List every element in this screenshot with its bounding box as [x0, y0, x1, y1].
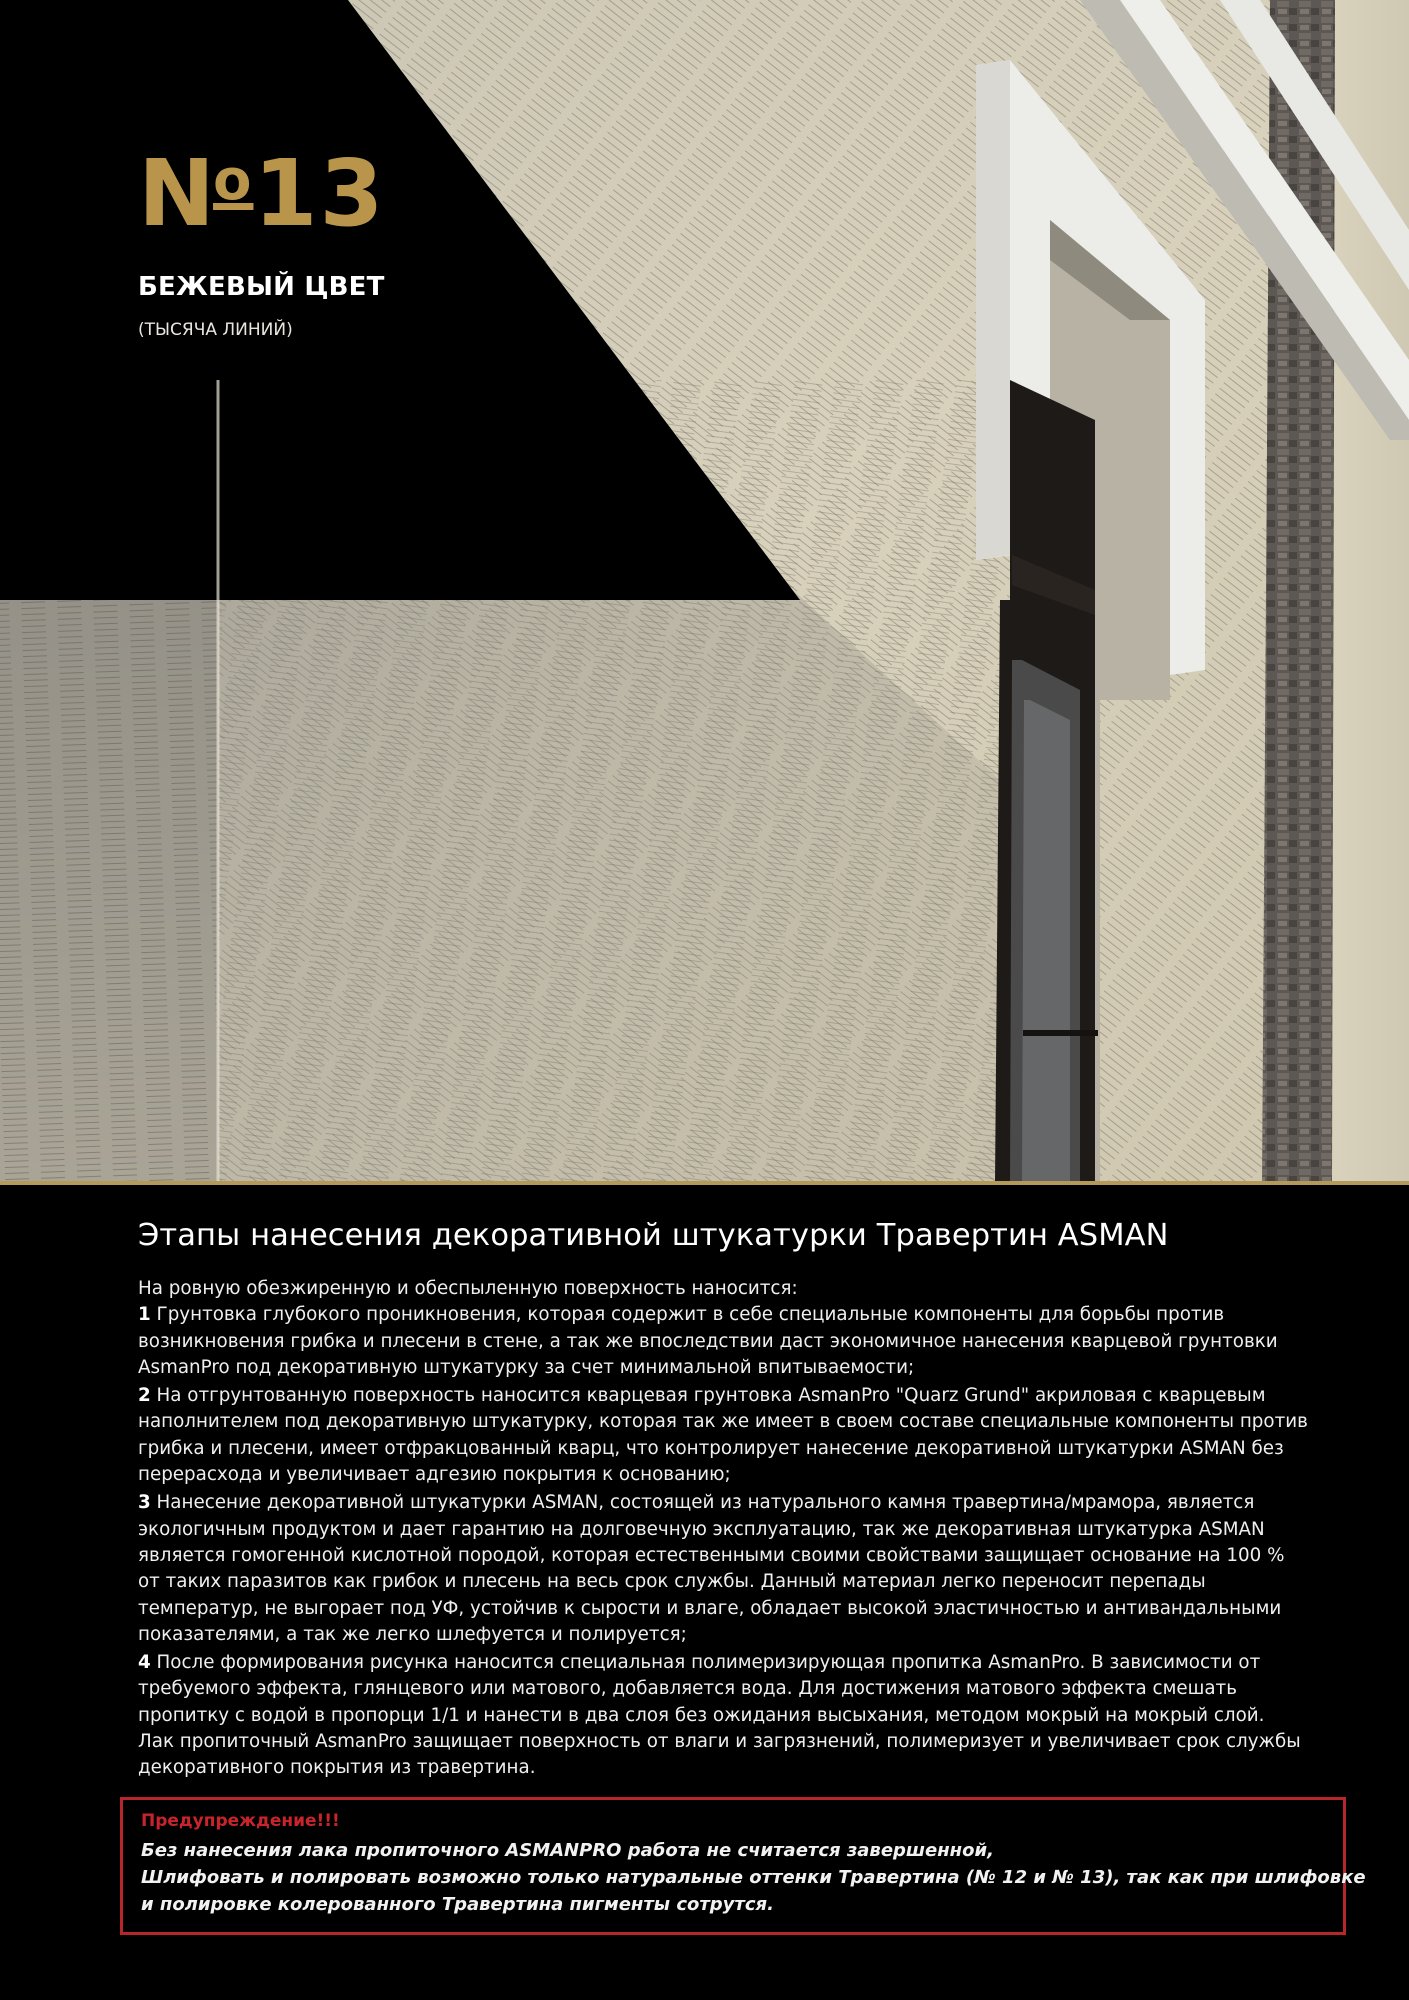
step-text: Грунтовка глубокого проникновения, которая содержит в себе специальные компоненты для борьбы против	[156, 1304, 1225, 1326]
step-number: 1	[138, 1304, 151, 1326]
step-text: перерасхода и увеличивает адгезию покрытия к основанию;	[138, 1464, 731, 1486]
application-steps-section	[0, 1185, 1409, 2000]
step-text: AsmanPro под декоративную штукатурку за счет минимальной впитываемости;	[138, 1356, 915, 1378]
step-text: Лак пропиточный AsmanPro защищает поверхность от влаги и загрязнений, полимеризует и увеличивает срок службы	[138, 1731, 1301, 1753]
warning-line: и полировке колерованного Травертина пигменты сотрутся.	[141, 1894, 774, 1915]
step-text: пропитку с водой в пропорци 1/1 и нанести в два слоя без ожидания высыхания, методом мокрый на мокрый слой.	[138, 1704, 1265, 1726]
door-surround-side	[976, 60, 1010, 560]
step-number: 2	[138, 1385, 151, 1407]
door-handle	[1023, 1030, 1098, 1036]
step-text: декоративного покрытия из травертина.	[138, 1757, 536, 1779]
step-1	[138, 1302, 1368, 1381]
step-text: является гомогенной кислотной породой, которая естественными своими свойствами защищает основание на 100 %	[138, 1544, 1285, 1566]
number-value: 13	[253, 140, 386, 247]
step-text: возникновения грибка и плесени в стене, а так же впоследствии даст экономичное нанесения кварцевой грунтовки	[138, 1330, 1278, 1352]
step-text: от таких паразитов как грибок и плесень на весь срок службы. Данный материал легко переносит перепады	[138, 1571, 1206, 1593]
step-2	[138, 1383, 1368, 1488]
step-3	[138, 1490, 1368, 1648]
step-text: экологичным продуктом и дает гарантию на долговечную эксплуатацию, так же декоративная штукатурка ASMAN	[138, 1518, 1265, 1540]
texture-name: (ТЫСЯЧА ЛИНИЙ)	[138, 320, 293, 340]
color-number	[138, 140, 386, 247]
warning-title: Предупреждение!!!	[141, 1811, 340, 1831]
color-name: БЕЖЕВЫЙ ЦВЕТ	[138, 272, 385, 302]
intro-text: На ровную обезжиренную и обеспыленную поверхность наносится:	[138, 1278, 798, 1299]
step-text: требуемого эффекта, глянцевого или матового, добавляется вода. Для достижения матового эффекта смешать	[138, 1678, 1237, 1700]
door-glass-reflection	[1022, 700, 1070, 1183]
step-text: грибка и плесени, имеет отфракцованный кварц, что контролирует нанесение декоративной штукатурки ASMAN без	[138, 1437, 1284, 1459]
warning-line: Без нанесения лака пропиточного ASMANPRO работа не считается завершенной,	[141, 1840, 994, 1861]
section-title: Этапы нанесения декоративной штукатурки Травертин ASMAN	[138, 1218, 1169, 1253]
step-number: 4	[138, 1652, 151, 1674]
steps-body	[138, 1276, 1368, 1782]
step-text: На отгрунтованную поверхность наносится кварцевая грунтовка AsmanPro "Quarz Grund" акриловая с кварцевым	[156, 1385, 1266, 1407]
step-text: температур, не выгорает под УФ, устойчив к сырости и влаге, обладает высокой эластичностью и антивандальными	[138, 1597, 1282, 1619]
step-text: Нанесение декоративной штукатурки ASMAN, состоящей из натурального камня травертина/мрамора, является	[156, 1492, 1255, 1514]
step-4	[138, 1650, 1368, 1781]
step-text: наполнителем под декоративную штукатурку, которая так же имеет в своем составе специальные компоненты против	[138, 1411, 1308, 1433]
warning-line: Шлифовать и полировать возможно только натуральные оттенки Травертина (№ 12 и № 13), так как при шлифовке	[141, 1867, 1366, 1888]
warning-box	[120, 1797, 1366, 1935]
number-sign-sup: o	[213, 148, 254, 213]
step-text: показателями, а так же легко шлефуется и полируется;	[138, 1623, 687, 1645]
number-sign: N	[138, 140, 217, 247]
step-number: 3	[138, 1492, 151, 1514]
step-text: После формирования рисунка наносится специальная полимеризирующая пропитка AsmanPro. В зависимости от	[156, 1652, 1261, 1674]
